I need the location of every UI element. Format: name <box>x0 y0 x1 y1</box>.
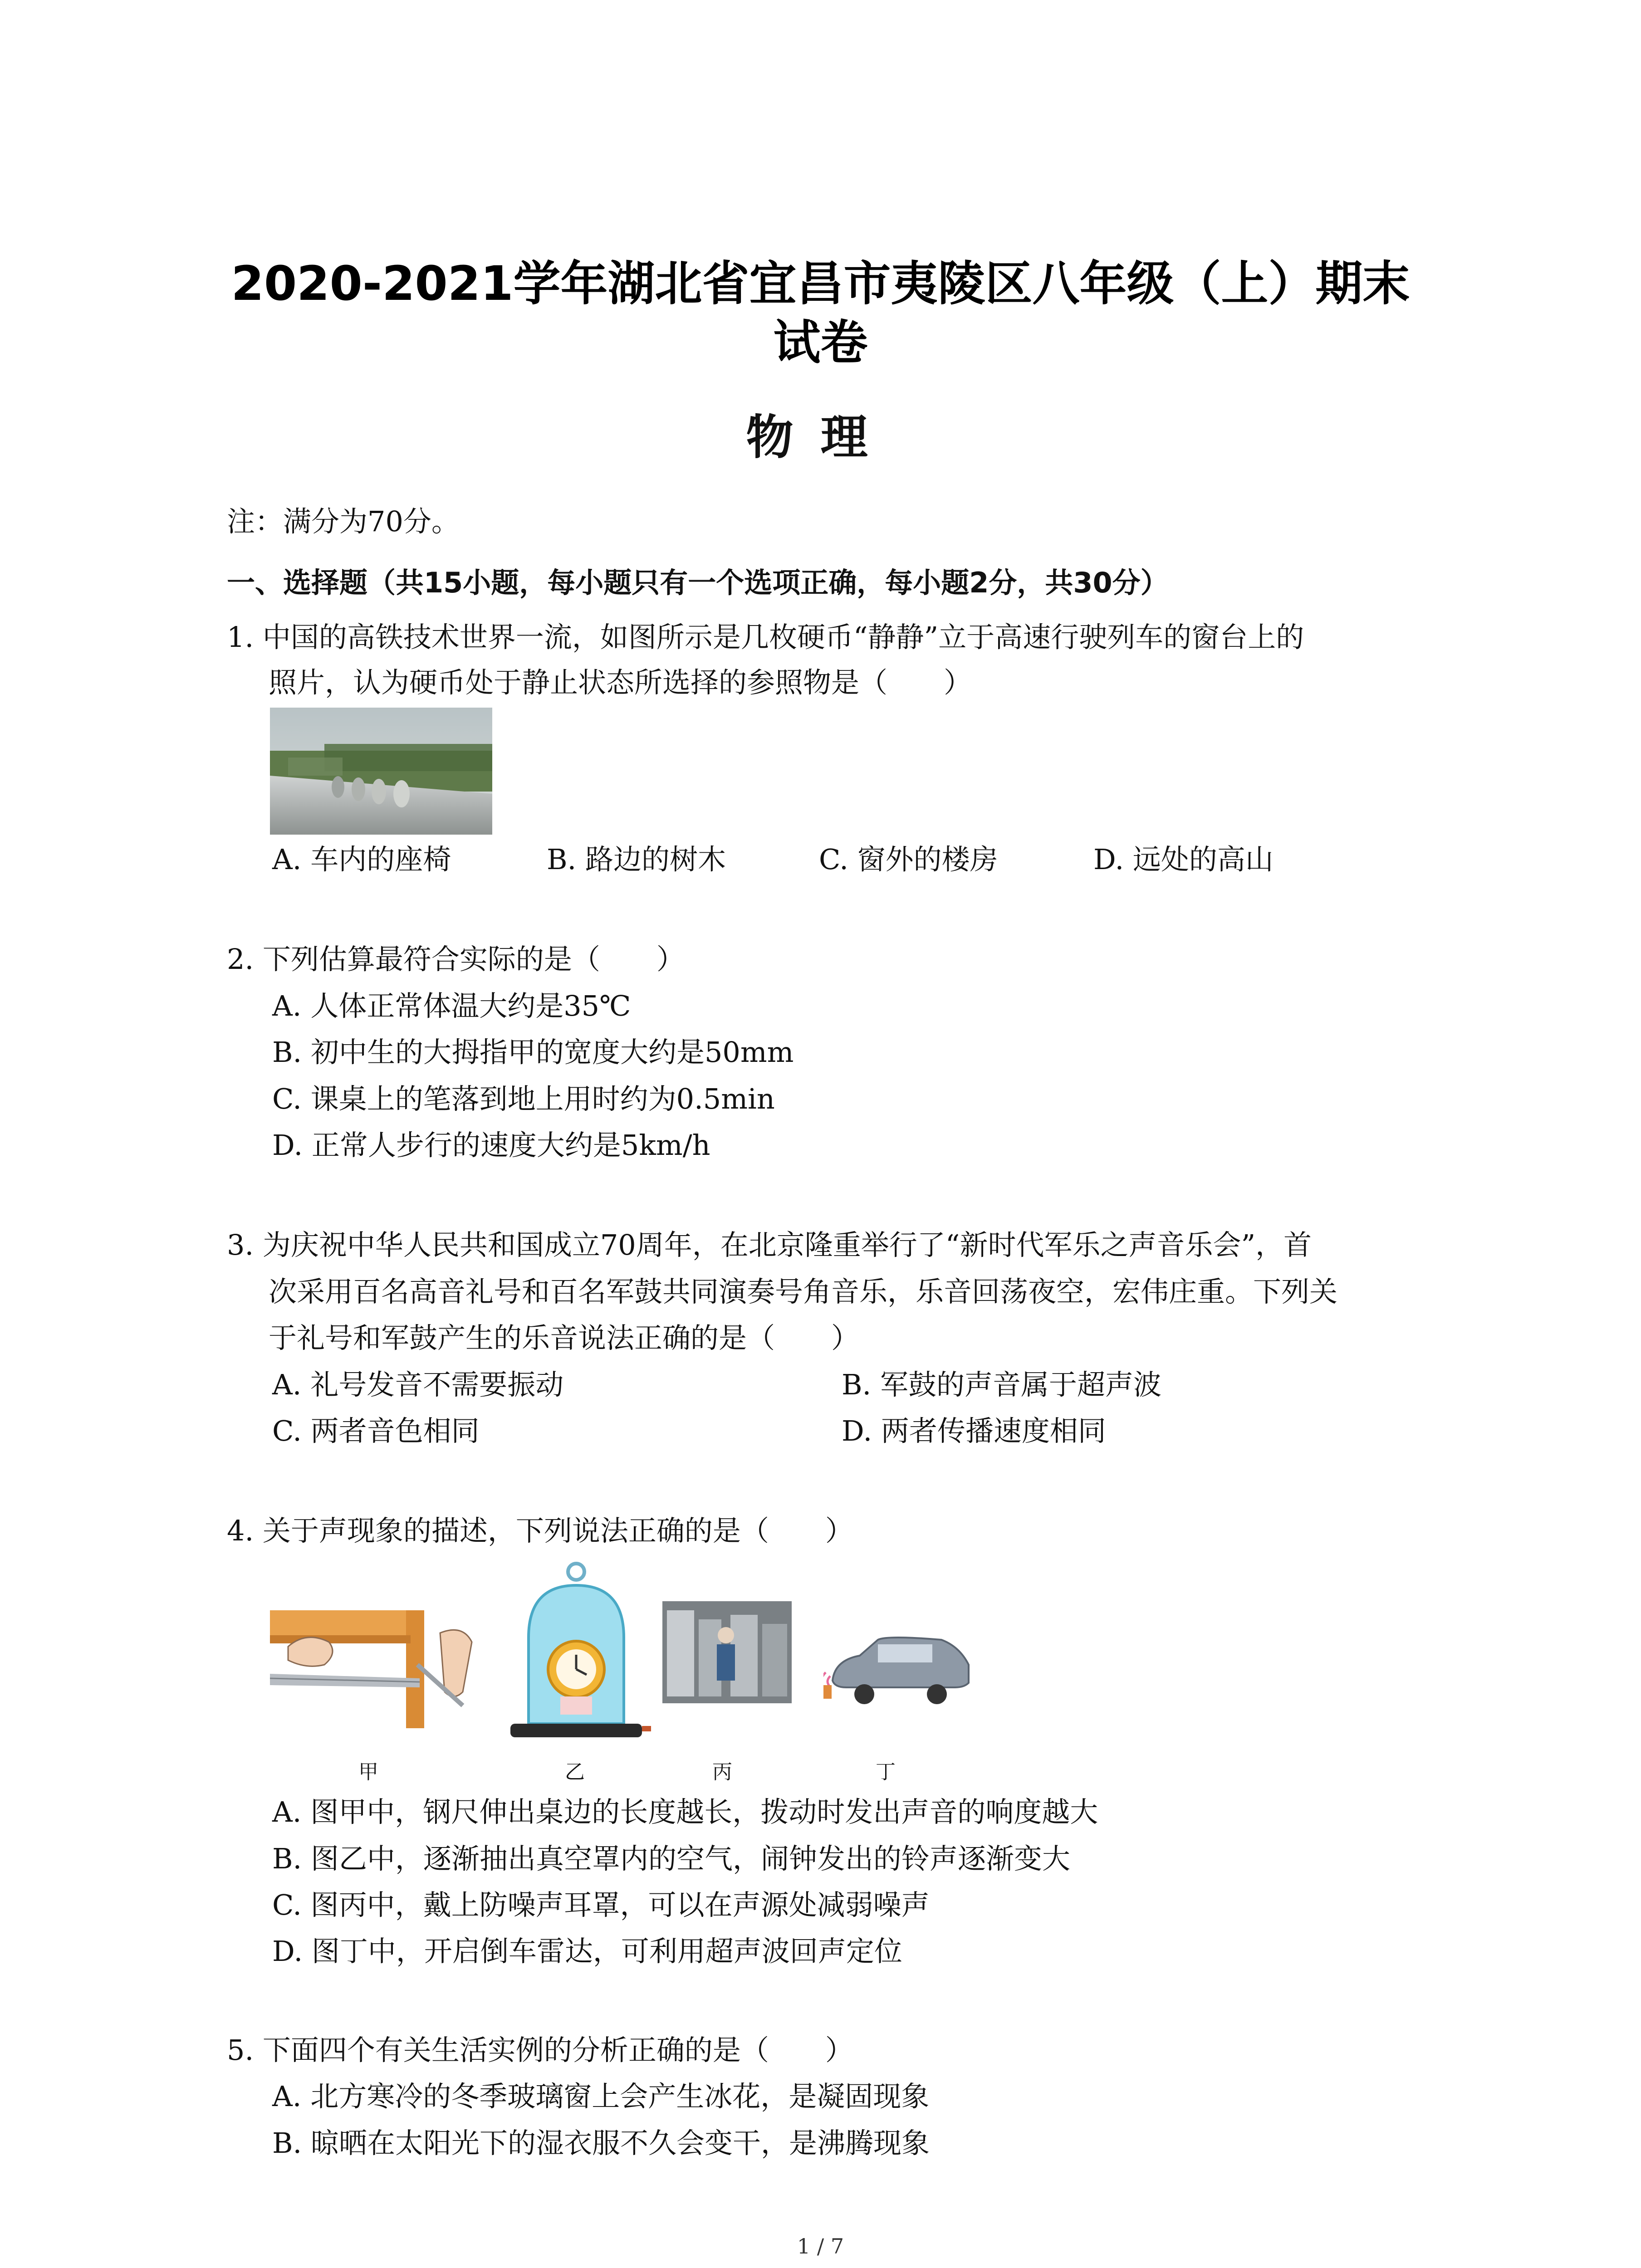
q1-stem-line2: 照片，认为硬币处于静止状态所选择的参照物是（ ） <box>269 666 972 699</box>
q3-option-c: C. 两者音色相同 <box>272 1414 480 1447</box>
q1-option-d: D. 远处的高山 <box>1093 843 1274 876</box>
exam-title-line1: 2020-2021学年湖北省宜昌市夷陵区八年级（上）期末 <box>231 256 1410 311</box>
caption-yi: 乙 <box>565 1760 585 1784</box>
q3-option-a: A. 礼号发音不需要振动 <box>272 1368 564 1401</box>
train-window-coins-photo <box>270 708 492 835</box>
figure-bing-factory-workers-photo <box>662 1601 792 1703</box>
q2-option-a: A. 人体正常体温大约是35℃ <box>272 989 631 1022</box>
q1-option-c: C. 窗外的楼房 <box>819 843 998 876</box>
q1-option-b: B. 路边的树木 <box>547 843 726 876</box>
figure-yi-bell-jar-alarm-clock <box>501 1560 651 1746</box>
q4-option-b: B. 图乙中，逐渐抽出真空罩内的空气，闹钟发出的铃声逐渐变大 <box>272 1842 1070 1875</box>
figure-ding-car-reversing-radar <box>823 1626 973 1708</box>
q3-stem-line1: 3. 为庆祝中华人民共和国成立70周年，在北京隆重举行了“新时代军乐之声音乐会”，首 <box>227 1228 1312 1261</box>
exam-title-line2: 试卷 <box>773 315 868 370</box>
caption-jia: 甲 <box>358 1760 378 1784</box>
q5-stem: 5. 下面四个有关生活实例的分析正确的是（ ） <box>227 2033 853 2067</box>
q3-stem-line2: 次采用百名高音礼号和百名军鼓共同演奏号角音乐，乐音回荡夜空，宏伟庄重。下列关 <box>269 1275 1338 1308</box>
q3-option-d: D. 两者传播速度相同 <box>842 1414 1106 1447</box>
q2-option-d: D. 正常人步行的速度大约是5km/h <box>272 1129 710 1162</box>
q4-option-a: A. 图甲中，钢尺伸出桌边的长度越长，拨动时发出声音的响度越大 <box>272 1795 1098 1828</box>
caption-bing: 丙 <box>712 1760 732 1784</box>
q1-stem-line1: 1. 中国的高铁技术世界一流，如图所示是几枚硬币“静静”立于高速行驶列车的窗台上的 <box>227 621 1304 654</box>
subject-heading: 物理 <box>746 410 895 465</box>
q2-stem: 2. 下列估算最符合实际的是（ ） <box>227 943 685 976</box>
q4-option-d: D. 图丁中，开启倒车雷达，可利用超声波回声定位 <box>272 1935 902 1968</box>
caption-ding: 丁 <box>876 1760 896 1784</box>
page-number: 1 / 7 <box>797 2234 844 2258</box>
q4-stem: 4. 关于声现象的描述，下列说法正确的是（ ） <box>227 1514 853 1547</box>
score-note: 注：满分为70分。 <box>227 505 460 538</box>
q2-option-c: C. 课桌上的笔落到地上用时约为0.5min <box>272 1082 775 1115</box>
q1-option-a: A. 车内的座椅 <box>272 843 451 876</box>
figure-jia-hand-plucking <box>408 1615 499 1733</box>
section-heading: 一、选择题（共15小题，每小题只有一个选项正确，每小题2分，共30分） <box>227 566 1169 599</box>
q3-stem-line3: 于礼号和军鼓产生的乐音说法正确的是（ ） <box>269 1321 860 1354</box>
q2-option-b: B. 初中生的大拇指甲的宽度大约是50mm <box>272 1036 794 1069</box>
q5-option-b: B. 晾晒在太阳光下的湿衣服不久会变干，是沸腾现象 <box>272 2126 930 2160</box>
q4-option-c: C. 图丙中，戴上防噪声耳罩，可以在声源处减弱噪声 <box>272 1888 930 1921</box>
q3-option-b: B. 军鼓的声音属于超声波 <box>842 1368 1161 1401</box>
q5-option-a: A. 北方寒冷的冬季玻璃窗上会产生冰花，是凝固现象 <box>272 2080 930 2113</box>
